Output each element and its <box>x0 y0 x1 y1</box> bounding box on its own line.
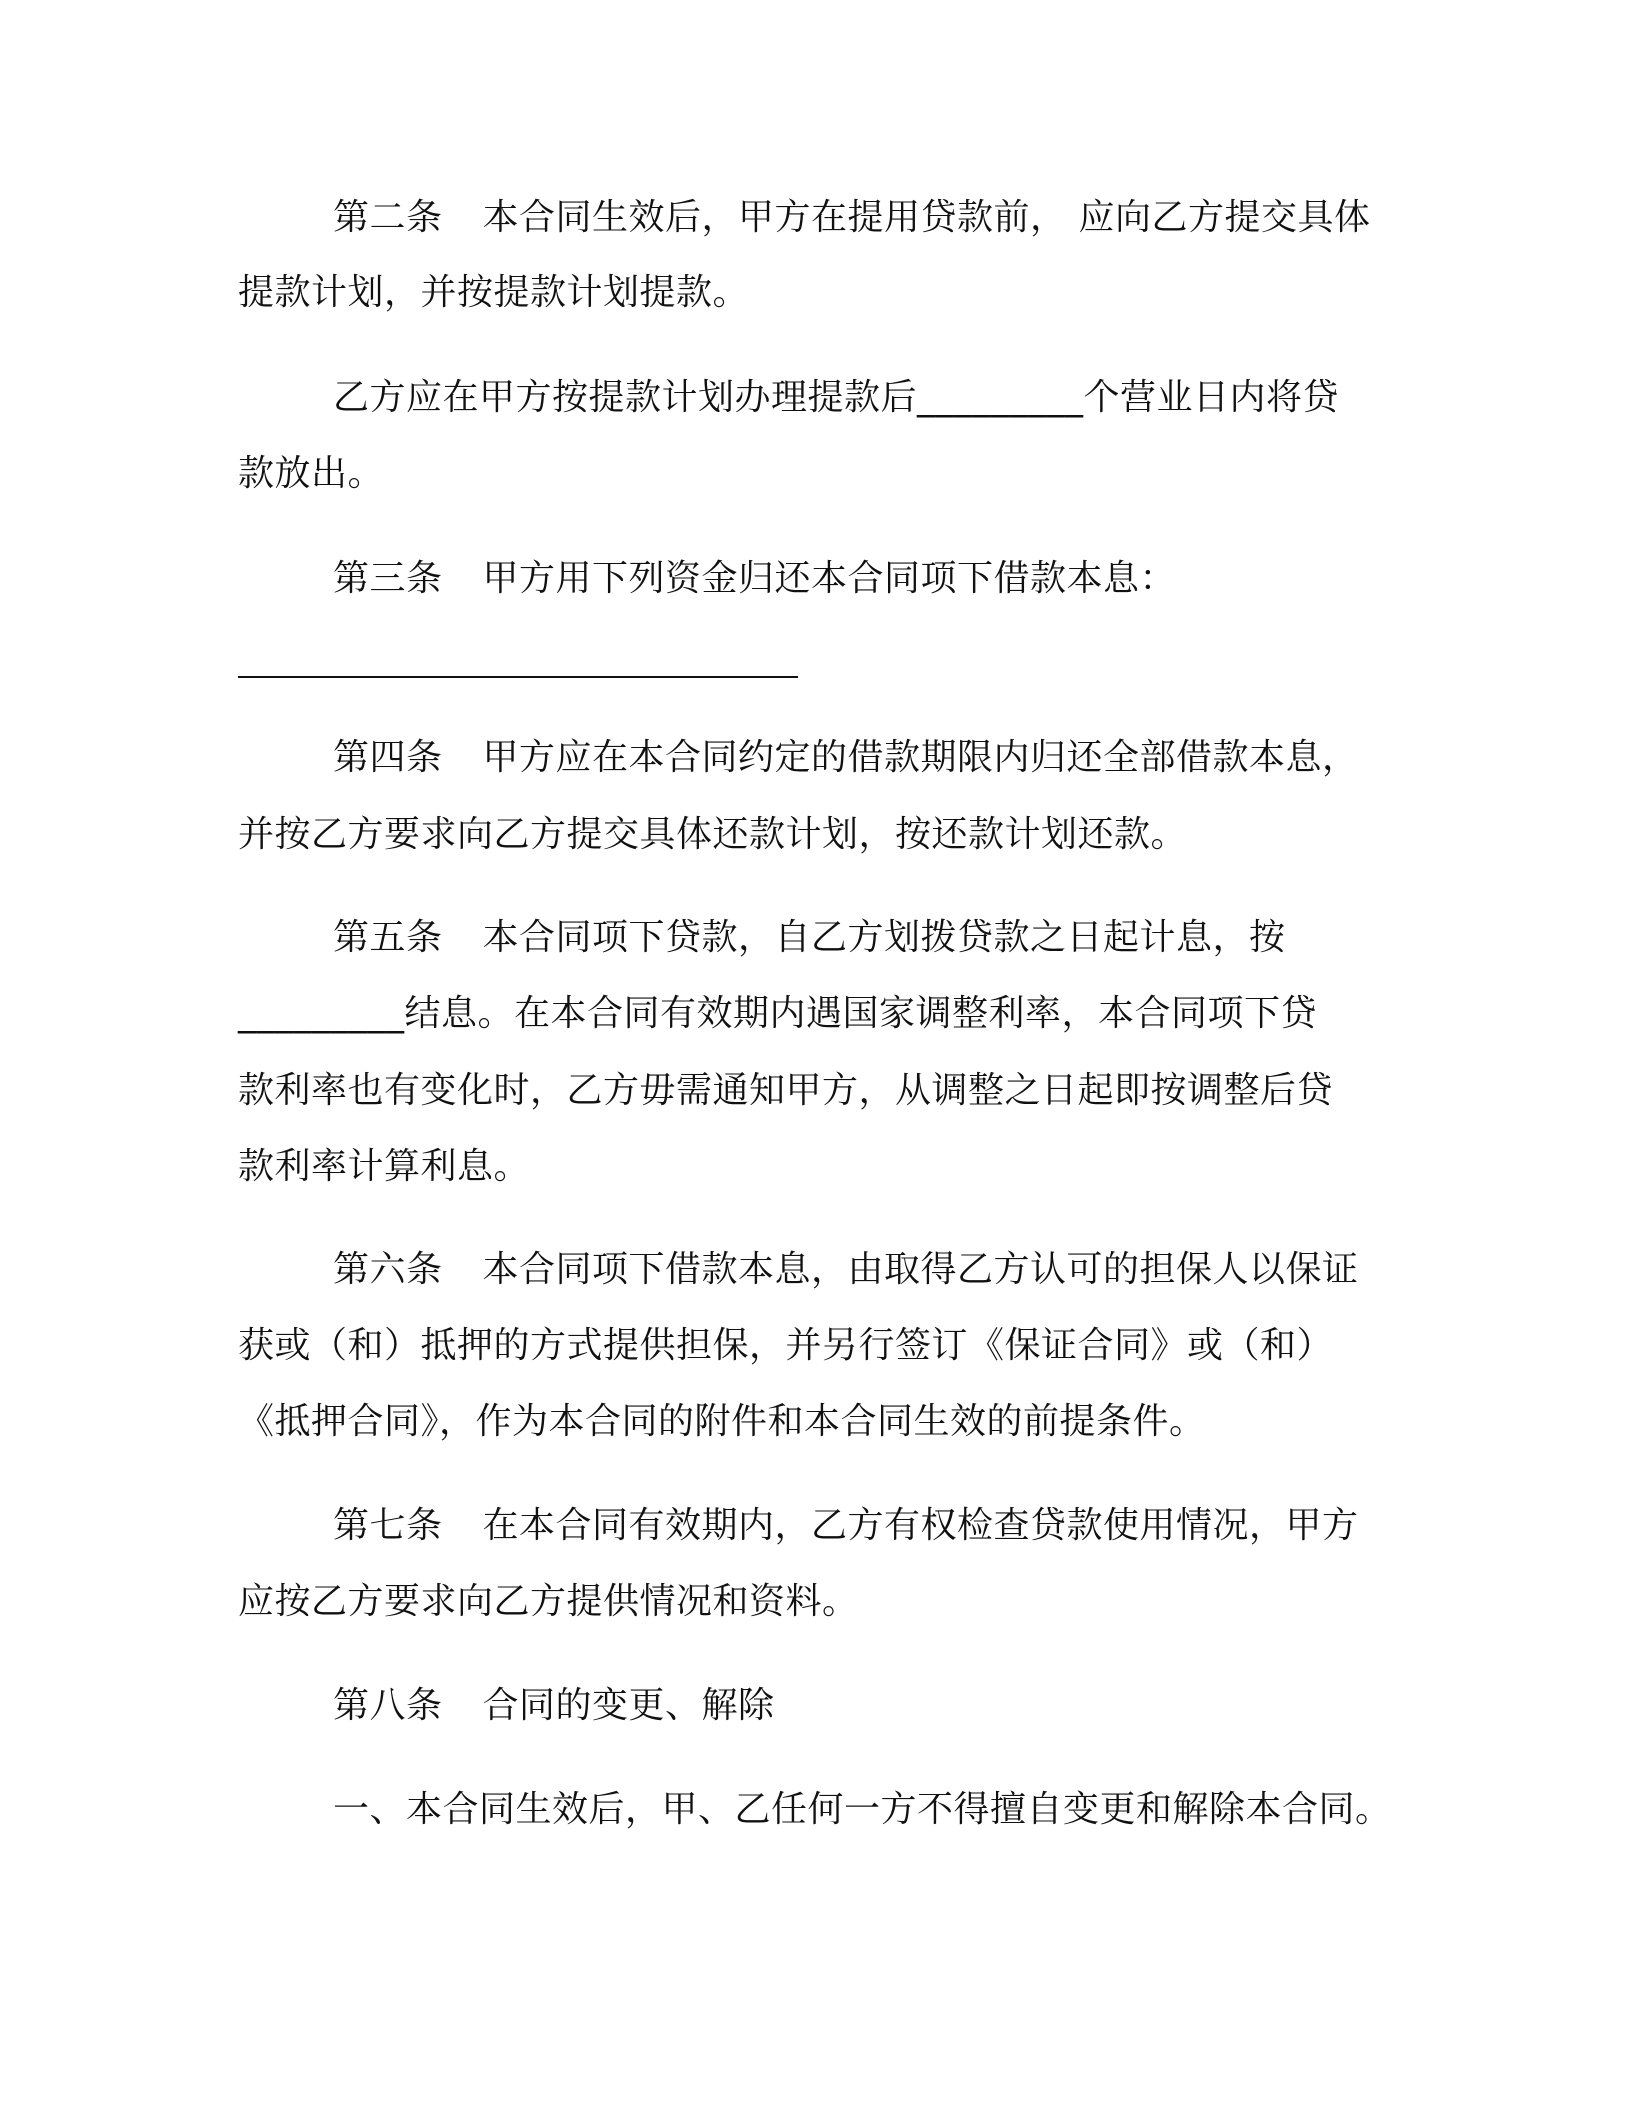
article-6-line-1 <box>333 1246 1359 1294</box>
article-4-label: 第四条 <box>333 737 443 778</box>
article-8-label: 第八条 <box>333 1685 443 1726</box>
article-3-blank-line <box>238 676 798 678</box>
article-2-line-2: 提款计划，并按提款计划提款。 <box>238 272 750 313</box>
article-3-line-1 <box>333 555 1176 603</box>
article-5-line-3: 款利率也有变化时，乙方毋需通知甲方，从调整之日起即按调整后贷 <box>238 1070 1334 1111</box>
article-5-text-1: 本合同项下贷款，自乙方划拨贷款之日起计息，按 <box>482 917 1286 958</box>
article-5-line-4: 款利率计算利息。 <box>238 1146 531 1187</box>
article-6-text-1: 本合同项下借款本息，由取得乙方认可的担保人以保证 <box>482 1249 1359 1290</box>
article-7-text-1: 在本合同有效期内，乙方有权检查贷款使用情况，甲方 <box>482 1505 1359 1546</box>
article-2-label: 第二条 <box>333 197 443 238</box>
article-3-text-1: 甲方用下列资金归还本合同项下借款本息： <box>482 558 1177 599</box>
article-6-line-2: 获或（和）抵押的方式提供担保，并另行签订《保证合同》或（和） <box>238 1325 1334 1366</box>
article-8-line-1 <box>333 1682 775 1730</box>
article-4-line-1 <box>333 734 1359 782</box>
article-6-label: 第六条 <box>333 1249 443 1290</box>
article-2-text-1: 本合同生效后，甲方在提用贷款前， 应向乙方提交具体 <box>482 197 1371 238</box>
article-5-line-2: _________结息。在本合同有效期内遇国家调整利率，本合同项下贷 <box>238 993 1318 1034</box>
article-8-item-1: 一、本合同生效后，甲、乙任何一方不得擅自变更和解除本合同。 <box>333 1789 1392 1830</box>
article-7-label: 第七条 <box>333 1505 443 1546</box>
article-4-line-2: 并按乙方要求向乙方提交具体还款计划，按还款计划还款。 <box>238 814 1188 855</box>
article-5-label: 第五条 <box>333 917 443 958</box>
article-2-para-2-line-2: 款放出。 <box>238 453 385 494</box>
article-7-line-1 <box>333 1502 1359 1550</box>
article-2-line-1 <box>333 194 1370 242</box>
article-5-line-1 <box>333 914 1286 962</box>
article-2-para-2-line-1: 乙方应在甲方按提款计划办理提款后_________个营业日内将贷 <box>333 377 1340 418</box>
article-6-line-3: 《抵押合同》，作为本合同的附件和本合同生效的前提条件。 <box>238 1401 1206 1442</box>
article-4-text-1: 甲方应在本合同约定的借款期限内归还全部借款本息， <box>482 737 1359 778</box>
article-7-line-2: 应按乙方要求向乙方提供情况和资料。 <box>238 1581 859 1622</box>
article-3-label: 第三条 <box>333 558 443 599</box>
article-8-text-1: 合同的变更、解除 <box>482 1685 775 1726</box>
